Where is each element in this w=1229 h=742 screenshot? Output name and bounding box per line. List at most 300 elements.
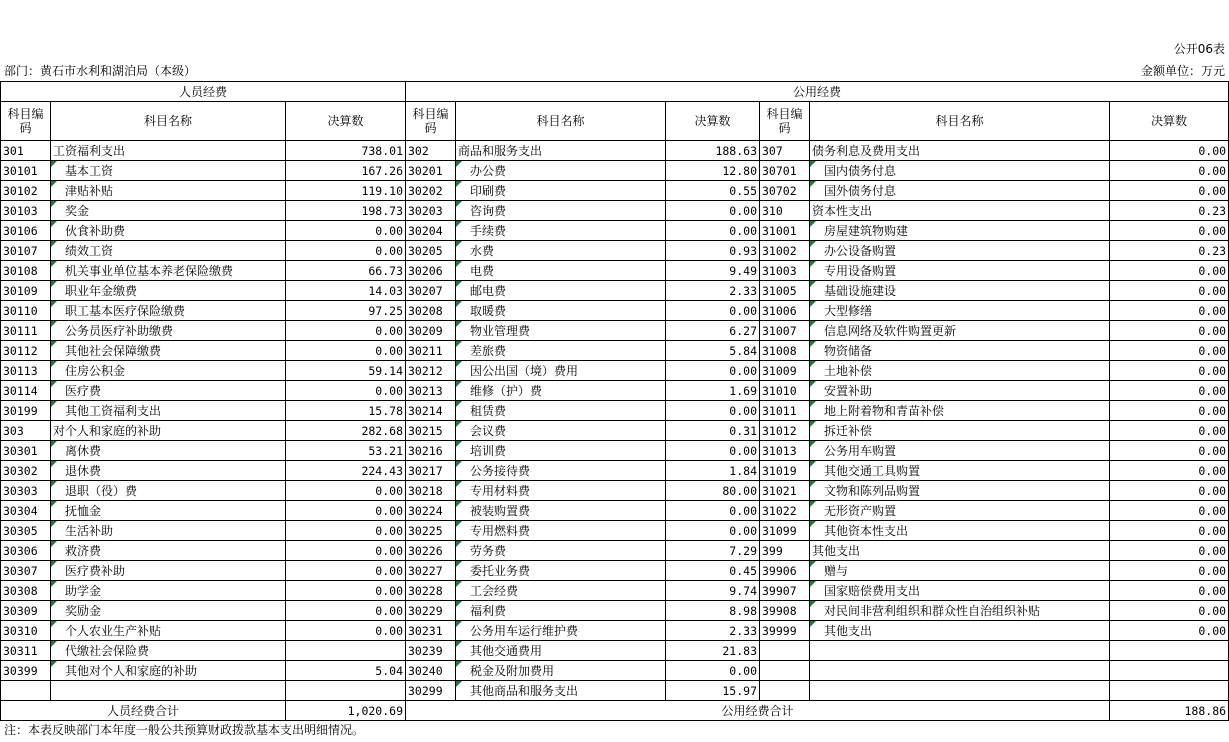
section-public-header: 公用经费 bbox=[406, 82, 1229, 102]
item-name-cell: 住房公积金 bbox=[51, 361, 286, 381]
amount-cell bbox=[286, 641, 406, 661]
amount-cell: 0.00 bbox=[286, 621, 406, 641]
amount-cell: 0.00 bbox=[1110, 281, 1229, 301]
amount-cell bbox=[286, 681, 406, 701]
item-name-cell: 手续费 bbox=[456, 221, 666, 241]
table-row bbox=[1, 361, 1229, 381]
amount-cell: 167.26 bbox=[286, 161, 406, 181]
column-header-amount: 决算数 bbox=[286, 102, 406, 141]
item-code-cell: 30113 bbox=[1, 361, 51, 381]
amount-cell: 9.74 bbox=[666, 581, 760, 601]
item-name-cell: 津贴补贴 bbox=[51, 181, 286, 201]
amount-cell: 0.45 bbox=[666, 561, 760, 581]
item-name-cell: 咨询费 bbox=[456, 201, 666, 221]
item-code-cell: 31001 bbox=[760, 221, 810, 241]
item-name-cell: 职业年金缴费 bbox=[51, 281, 286, 301]
amount-cell: 738.01 bbox=[286, 141, 406, 161]
item-code-cell: 31022 bbox=[760, 501, 810, 521]
amount-cell: 119.10 bbox=[286, 181, 406, 201]
table-row bbox=[1, 261, 1229, 281]
item-name-cell: 会议费 bbox=[456, 421, 666, 441]
item-name-cell: 奖金 bbox=[51, 201, 286, 221]
amount-cell: 0.00 bbox=[1110, 601, 1229, 621]
amount-cell: 0.00 bbox=[1110, 361, 1229, 381]
amount-cell: 0.00 bbox=[666, 401, 760, 421]
item-code-cell: 30106 bbox=[1, 221, 51, 241]
public-total-label: 公用经费合计 bbox=[406, 701, 1110, 721]
item-code-cell: 30310 bbox=[1, 621, 51, 641]
amount-cell: 1.69 bbox=[666, 381, 760, 401]
item-code-cell: 30108 bbox=[1, 261, 51, 281]
item-code-cell: 39906 bbox=[760, 561, 810, 581]
footnote: 注：本表反映部门本年度一般公共预算财政拨款基本支出明细情况。 bbox=[4, 723, 365, 737]
item-name-cell: 安置补助 bbox=[810, 381, 1110, 401]
amount-cell: 0.00 bbox=[1110, 621, 1229, 641]
item-name-cell: 其他商品和服务支出 bbox=[456, 681, 666, 701]
amount-cell: 0.00 bbox=[1110, 161, 1229, 181]
item-name-cell: 因公出国（境）费用 bbox=[456, 361, 666, 381]
item-code-cell: 30208 bbox=[406, 301, 456, 321]
amount-cell: 0.00 bbox=[1110, 221, 1229, 241]
amount-cell: 224.43 bbox=[286, 461, 406, 481]
column-header-name: 科目名称 bbox=[810, 102, 1110, 141]
amount-cell: 0.00 bbox=[1110, 341, 1229, 361]
amount-cell: 0.55 bbox=[666, 181, 760, 201]
amount-cell: 5.04 bbox=[286, 661, 406, 681]
personnel-total-label: 人员经费合计 bbox=[1, 701, 286, 721]
item-name-cell: 其他支出 bbox=[810, 541, 1110, 561]
amount-cell: 0.23 bbox=[1110, 241, 1229, 261]
item-name-cell: 基础设施建设 bbox=[810, 281, 1110, 301]
item-code-cell: 30301 bbox=[1, 441, 51, 461]
item-name-cell: 办公设备购置 bbox=[810, 241, 1110, 261]
item-code-cell: 30218 bbox=[406, 481, 456, 501]
item-name-cell: 退休费 bbox=[51, 461, 286, 481]
item-name-cell: 医疗费 bbox=[51, 381, 286, 401]
expenditure-detail-table bbox=[0, 81, 1229, 721]
column-header-amount: 决算数 bbox=[666, 102, 760, 141]
amount-cell: 8.98 bbox=[666, 601, 760, 621]
item-name-cell: 绩效工资 bbox=[51, 241, 286, 261]
item-code-cell: 30215 bbox=[406, 421, 456, 441]
item-name-cell: 生活补助 bbox=[51, 521, 286, 541]
item-code-cell bbox=[760, 681, 810, 701]
amount-cell: 0.00 bbox=[1110, 381, 1229, 401]
item-name-cell: 救济费 bbox=[51, 541, 286, 561]
item-name-cell: 对个人和家庭的补助 bbox=[51, 421, 286, 441]
table-row bbox=[1, 421, 1229, 441]
item-name-cell: 基本工资 bbox=[51, 161, 286, 181]
item-name-cell: 培训费 bbox=[456, 441, 666, 461]
column-header-name: 科目名称 bbox=[51, 102, 286, 141]
item-name-cell: 福利费 bbox=[456, 601, 666, 621]
amount-cell: 0.00 bbox=[286, 221, 406, 241]
item-name-cell bbox=[810, 681, 1110, 701]
amount-cell: 0.93 bbox=[666, 241, 760, 261]
item-code-cell: 30216 bbox=[406, 441, 456, 461]
item-name-cell: 抚恤金 bbox=[51, 501, 286, 521]
table-row bbox=[1, 441, 1229, 461]
table-code-label: 公开06表 bbox=[1173, 42, 1225, 56]
item-code-cell: 30224 bbox=[406, 501, 456, 521]
amount-cell: 0.00 bbox=[286, 341, 406, 361]
item-code-cell: 30112 bbox=[1, 341, 51, 361]
amount-cell: 0.00 bbox=[666, 501, 760, 521]
item-code-cell: 30308 bbox=[1, 581, 51, 601]
item-code-cell: 30226 bbox=[406, 541, 456, 561]
item-name-cell: 其他对个人和家庭的补助 bbox=[51, 661, 286, 681]
amount-cell: 0.00 bbox=[666, 361, 760, 381]
item-code-cell: 30103 bbox=[1, 201, 51, 221]
amount-cell: 188.63 bbox=[666, 141, 760, 161]
item-code-cell: 31007 bbox=[760, 321, 810, 341]
item-code-cell: 30199 bbox=[1, 401, 51, 421]
table-row bbox=[1, 341, 1229, 361]
amount-cell: 0.00 bbox=[1110, 461, 1229, 481]
item-code-cell: 30304 bbox=[1, 501, 51, 521]
item-code-cell: 30114 bbox=[1, 381, 51, 401]
item-name-cell: 维修（护）费 bbox=[456, 381, 666, 401]
item-code-cell: 39907 bbox=[760, 581, 810, 601]
item-code-cell bbox=[760, 661, 810, 681]
amount-cell: 15.97 bbox=[666, 681, 760, 701]
item-name-cell: 国家赔偿费用支出 bbox=[810, 581, 1110, 601]
item-code-cell: 31005 bbox=[760, 281, 810, 301]
item-code-cell: 302 bbox=[406, 141, 456, 161]
item-name-cell: 工资福利支出 bbox=[51, 141, 286, 161]
amount-cell: 0.00 bbox=[666, 301, 760, 321]
table-row bbox=[1, 221, 1229, 241]
item-name-cell: 无形资产购置 bbox=[810, 501, 1110, 521]
item-name-cell: 伙食补助费 bbox=[51, 221, 286, 241]
item-code-cell: 307 bbox=[760, 141, 810, 161]
item-name-cell: 物资储备 bbox=[810, 341, 1110, 361]
item-name-cell: 资本性支出 bbox=[810, 201, 1110, 221]
item-name-cell: 土地补偿 bbox=[810, 361, 1110, 381]
column-header-name: 科目名称 bbox=[456, 102, 666, 141]
item-code-cell: 30309 bbox=[1, 601, 51, 621]
item-code-cell: 30207 bbox=[406, 281, 456, 301]
amount-cell: 0.00 bbox=[666, 201, 760, 221]
item-code-cell: 30205 bbox=[406, 241, 456, 261]
item-code-cell: 30203 bbox=[406, 201, 456, 221]
item-name-cell: 大型修缮 bbox=[810, 301, 1110, 321]
item-code-cell: 30217 bbox=[406, 461, 456, 481]
item-name-cell: 被装购置费 bbox=[456, 501, 666, 521]
amount-cell: 15.78 bbox=[286, 401, 406, 421]
item-name-cell: 文物和陈列品购置 bbox=[810, 481, 1110, 501]
amount-cell: 14.03 bbox=[286, 281, 406, 301]
item-code-cell: 30302 bbox=[1, 461, 51, 481]
item-name-cell: 其他社会保障缴费 bbox=[51, 341, 286, 361]
table-row bbox=[1, 321, 1229, 341]
amount-cell: 0.00 bbox=[1110, 181, 1229, 201]
item-code-cell: 30399 bbox=[1, 661, 51, 681]
item-code-cell: 31019 bbox=[760, 461, 810, 481]
amount-cell: 12.80 bbox=[666, 161, 760, 181]
amount-cell: 0.00 bbox=[286, 581, 406, 601]
item-code-cell: 30209 bbox=[406, 321, 456, 341]
amount-cell: 198.73 bbox=[286, 201, 406, 221]
table-row bbox=[1, 481, 1229, 501]
item-name-cell: 办公费 bbox=[456, 161, 666, 181]
amount-cell bbox=[1110, 641, 1229, 661]
amount-cell: 97.25 bbox=[286, 301, 406, 321]
amount-cell: 0.00 bbox=[286, 241, 406, 261]
item-code-cell: 30303 bbox=[1, 481, 51, 501]
item-name-cell: 拆迁补偿 bbox=[810, 421, 1110, 441]
amount-unit-label: 金额单位：万元 bbox=[1140, 64, 1225, 78]
item-name-cell: 地上附着物和青苗补偿 bbox=[810, 401, 1110, 421]
item-code-cell: 30239 bbox=[406, 641, 456, 661]
amount-cell: 0.00 bbox=[286, 381, 406, 401]
item-code-cell: 31013 bbox=[760, 441, 810, 461]
item-code-cell: 310 bbox=[760, 201, 810, 221]
amount-cell: 9.49 bbox=[666, 261, 760, 281]
table-row bbox=[1, 501, 1229, 521]
table-row bbox=[1, 401, 1229, 421]
table-row bbox=[1, 201, 1229, 221]
amount-cell: 66.73 bbox=[286, 261, 406, 281]
item-code-cell: 303 bbox=[1, 421, 51, 441]
amount-cell: 80.00 bbox=[666, 481, 760, 501]
amount-cell: 0.00 bbox=[286, 501, 406, 521]
item-name-cell: 公务员医疗补助缴费 bbox=[51, 321, 286, 341]
item-code-cell: 30311 bbox=[1, 641, 51, 661]
table-row bbox=[1, 181, 1229, 201]
item-code-cell: 30229 bbox=[406, 601, 456, 621]
item-code-cell: 30701 bbox=[760, 161, 810, 181]
department-label: 部门：黄石市水利和湖泊局（本级） bbox=[4, 64, 197, 78]
amount-cell: 7.29 bbox=[666, 541, 760, 561]
item-name-cell: 物业管理费 bbox=[456, 321, 666, 341]
item-code-cell: 31021 bbox=[760, 481, 810, 501]
amount-cell: 0.00 bbox=[286, 541, 406, 561]
amount-cell: 0.00 bbox=[286, 601, 406, 621]
item-code-cell: 30211 bbox=[406, 341, 456, 361]
table-row bbox=[1, 461, 1229, 481]
item-code-cell: 399 bbox=[760, 541, 810, 561]
item-name-cell bbox=[51, 681, 286, 701]
table-row bbox=[1, 621, 1229, 641]
amount-cell: 0.00 bbox=[1110, 501, 1229, 521]
amount-cell bbox=[1110, 661, 1229, 681]
column-header-amount: 决算数 bbox=[1110, 102, 1229, 141]
item-name-cell: 信息网络及软件购置更新 bbox=[810, 321, 1110, 341]
amount-cell: 282.68 bbox=[286, 421, 406, 441]
item-code-cell: 31012 bbox=[760, 421, 810, 441]
item-name-cell bbox=[810, 661, 1110, 681]
item-name-cell: 专用燃料费 bbox=[456, 521, 666, 541]
item-code-cell: 30307 bbox=[1, 561, 51, 581]
item-name-cell: 机关事业单位基本养老保险缴费 bbox=[51, 261, 286, 281]
amount-cell: 0.31 bbox=[666, 421, 760, 441]
item-code-cell: 301 bbox=[1, 141, 51, 161]
item-name-cell: 助学金 bbox=[51, 581, 286, 601]
item-name-cell: 国内债务付息 bbox=[810, 161, 1110, 181]
item-code-cell: 30206 bbox=[406, 261, 456, 281]
table-row bbox=[1, 161, 1229, 181]
column-header-code: 科目编码 bbox=[760, 102, 810, 141]
table-row bbox=[1, 141, 1229, 161]
item-code-cell: 30240 bbox=[406, 661, 456, 681]
amount-cell: 1.84 bbox=[666, 461, 760, 481]
amount-cell: 5.84 bbox=[666, 341, 760, 361]
amount-cell: 2.33 bbox=[666, 621, 760, 641]
item-code-cell: 31009 bbox=[760, 361, 810, 381]
item-name-cell: 赠与 bbox=[810, 561, 1110, 581]
table-row bbox=[1, 681, 1229, 701]
item-code-cell: 30305 bbox=[1, 521, 51, 541]
item-name-cell: 专用材料费 bbox=[456, 481, 666, 501]
amount-cell: 6.27 bbox=[666, 321, 760, 341]
item-code-cell: 30101 bbox=[1, 161, 51, 181]
item-code-cell: 30702 bbox=[760, 181, 810, 201]
item-name-cell: 公务用车运行维护费 bbox=[456, 621, 666, 641]
item-name-cell: 取暖费 bbox=[456, 301, 666, 321]
item-code-cell: 30107 bbox=[1, 241, 51, 261]
item-code-cell: 31011 bbox=[760, 401, 810, 421]
item-code-cell: 30212 bbox=[406, 361, 456, 381]
amount-cell: 2.33 bbox=[666, 281, 760, 301]
item-code-cell: 30111 bbox=[1, 321, 51, 341]
item-name-cell: 其他交通费用 bbox=[456, 641, 666, 661]
amount-cell: 0.00 bbox=[1110, 541, 1229, 561]
item-code-cell bbox=[760, 641, 810, 661]
amount-cell: 0.00 bbox=[1110, 261, 1229, 281]
item-name-cell: 公务用车购置 bbox=[810, 441, 1110, 461]
item-code-cell: 30228 bbox=[406, 581, 456, 601]
amount-cell: 0.00 bbox=[1110, 481, 1229, 501]
item-code-cell: 39999 bbox=[760, 621, 810, 641]
personnel-total-value: 1,020.69 bbox=[286, 701, 406, 721]
item-name-cell: 劳务费 bbox=[456, 541, 666, 561]
item-name-cell: 代缴社会保险费 bbox=[51, 641, 286, 661]
item-code-cell bbox=[1, 681, 51, 701]
item-name-cell: 国外债务付息 bbox=[810, 181, 1110, 201]
item-name-cell: 邮电费 bbox=[456, 281, 666, 301]
item-code-cell: 31006 bbox=[760, 301, 810, 321]
item-name-cell: 债务利息及费用支出 bbox=[810, 141, 1110, 161]
item-code-cell: 31002 bbox=[760, 241, 810, 261]
item-name-cell: 其他资本性支出 bbox=[810, 521, 1110, 541]
amount-cell: 0.00 bbox=[1110, 561, 1229, 581]
section-personnel-header: 人员经费 bbox=[1, 82, 406, 102]
item-code-cell: 30231 bbox=[406, 621, 456, 641]
item-code-cell: 30225 bbox=[406, 521, 456, 541]
amount-cell: 0.23 bbox=[1110, 201, 1229, 221]
amount-cell: 0.00 bbox=[286, 321, 406, 341]
amount-cell: 0.00 bbox=[666, 521, 760, 541]
item-name-cell bbox=[810, 641, 1110, 661]
amount-cell: 0.00 bbox=[1110, 421, 1229, 441]
amount-cell: 0.00 bbox=[286, 481, 406, 501]
item-code-cell: 30214 bbox=[406, 401, 456, 421]
amount-cell bbox=[1110, 681, 1229, 701]
public-total-value: 188.86 bbox=[1110, 701, 1229, 721]
amount-cell: 0.00 bbox=[1110, 401, 1229, 421]
item-name-cell: 其他支出 bbox=[810, 621, 1110, 641]
table-row bbox=[1, 601, 1229, 621]
item-code-cell: 31008 bbox=[760, 341, 810, 361]
item-name-cell: 租赁费 bbox=[456, 401, 666, 421]
item-name-cell: 委托业务费 bbox=[456, 561, 666, 581]
amount-cell: 0.00 bbox=[1110, 321, 1229, 341]
item-code-cell: 30213 bbox=[406, 381, 456, 401]
column-header-code: 科目编码 bbox=[406, 102, 456, 141]
item-code-cell: 30110 bbox=[1, 301, 51, 321]
item-name-cell: 其他工资福利支出 bbox=[51, 401, 286, 421]
table-row bbox=[1, 661, 1229, 681]
item-name-cell: 专用设备购置 bbox=[810, 261, 1110, 281]
amount-cell: 53.21 bbox=[286, 441, 406, 461]
table-row bbox=[1, 381, 1229, 401]
item-name-cell: 离休费 bbox=[51, 441, 286, 461]
item-name-cell: 其他交通工具购置 bbox=[810, 461, 1110, 481]
item-code-cell: 30299 bbox=[406, 681, 456, 701]
amount-cell: 0.00 bbox=[1110, 581, 1229, 601]
item-code-cell: 31099 bbox=[760, 521, 810, 541]
item-name-cell: 职工基本医疗保险缴费 bbox=[51, 301, 286, 321]
amount-cell: 59.14 bbox=[286, 361, 406, 381]
item-name-cell: 个人农业生产补贴 bbox=[51, 621, 286, 641]
table-row bbox=[1, 301, 1229, 321]
item-name-cell: 电费 bbox=[456, 261, 666, 281]
item-name-cell: 医疗费补助 bbox=[51, 561, 286, 581]
amount-cell: 0.00 bbox=[666, 221, 760, 241]
table-row bbox=[1, 581, 1229, 601]
amount-cell: 0.00 bbox=[286, 561, 406, 581]
item-name-cell: 差旅费 bbox=[456, 341, 666, 361]
item-code-cell: 30204 bbox=[406, 221, 456, 241]
item-name-cell: 商品和服务支出 bbox=[456, 141, 666, 161]
item-name-cell: 对民间非营利组织和群众性自治组织补贴 bbox=[810, 601, 1110, 621]
item-code-cell: 31010 bbox=[760, 381, 810, 401]
item-code-cell: 30227 bbox=[406, 561, 456, 581]
item-name-cell: 工会经费 bbox=[456, 581, 666, 601]
table-row bbox=[1, 521, 1229, 541]
item-code-cell: 39908 bbox=[760, 601, 810, 621]
amount-cell: 0.00 bbox=[1110, 521, 1229, 541]
amount-cell: 21.83 bbox=[666, 641, 760, 661]
amount-cell: 0.00 bbox=[666, 441, 760, 461]
amount-cell: 0.00 bbox=[666, 661, 760, 681]
table-row bbox=[1, 281, 1229, 301]
item-code-cell: 30202 bbox=[406, 181, 456, 201]
table-row bbox=[1, 541, 1229, 561]
amount-cell: 0.00 bbox=[1110, 441, 1229, 461]
item-code-cell: 30102 bbox=[1, 181, 51, 201]
item-code-cell: 30306 bbox=[1, 541, 51, 561]
amount-cell: 0.00 bbox=[286, 521, 406, 541]
item-name-cell: 退职（役）费 bbox=[51, 481, 286, 501]
item-code-cell: 30201 bbox=[406, 161, 456, 181]
table-row bbox=[1, 641, 1229, 661]
table-row bbox=[1, 241, 1229, 261]
column-header-code: 科目编码 bbox=[1, 102, 51, 141]
amount-cell: 0.00 bbox=[1110, 301, 1229, 321]
item-name-cell: 房屋建筑物购建 bbox=[810, 221, 1110, 241]
item-name-cell: 奖励金 bbox=[51, 601, 286, 621]
item-code-cell: 31003 bbox=[760, 261, 810, 281]
item-name-cell: 公务接待费 bbox=[456, 461, 666, 481]
item-name-cell: 税金及附加费用 bbox=[456, 661, 666, 681]
table-row bbox=[1, 561, 1229, 581]
item-name-cell: 印刷费 bbox=[456, 181, 666, 201]
item-code-cell: 30109 bbox=[1, 281, 51, 301]
item-name-cell: 水费 bbox=[456, 241, 666, 261]
table-body bbox=[1, 141, 1229, 701]
